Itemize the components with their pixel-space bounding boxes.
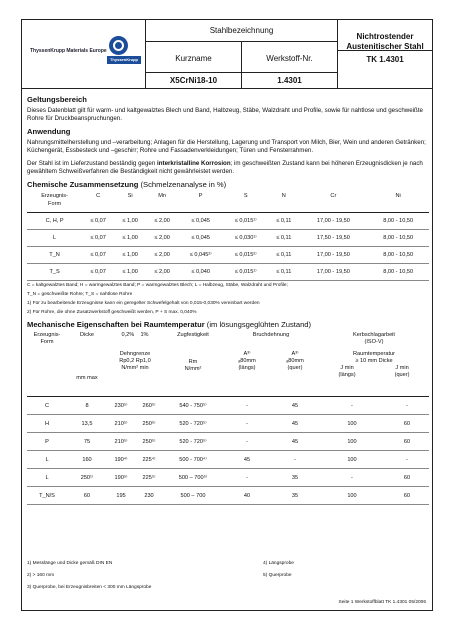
- chem-cell: ≤ 0,045²⁾: [178, 247, 223, 264]
- chem-header-cell: Mn: [146, 192, 178, 213]
- chem-table: [27, 192, 429, 281]
- mech-cell: 40: [223, 487, 271, 505]
- mech-cell: 210⁵⁾: [107, 415, 135, 433]
- anwendung-text2-bold: interkristalline Korrosion: [157, 160, 231, 167]
- mech-title: [27, 321, 429, 329]
- chem-cell: ≤ 0,11: [268, 247, 299, 264]
- mech-cell: 60: [385, 469, 429, 487]
- chem-cell: 8,00 - 10,50: [367, 264, 429, 281]
- type-cell: [338, 20, 432, 88]
- chem-cell: 17,00 - 19,50: [299, 247, 367, 264]
- chem-cell: ≤ 0,11: [268, 264, 299, 281]
- chem-header-cell: Si: [114, 192, 146, 213]
- chem-cell: 17,00 - 19,50: [299, 213, 367, 230]
- chem-header-cell: Erzeugnis- Form: [27, 192, 82, 213]
- chem-cell: 17,00 - 19,50: [299, 264, 367, 281]
- mech-cell: 190⁴⁾: [107, 451, 135, 469]
- mech-cell: C: [27, 397, 67, 415]
- mech-cell: 500 – 700: [163, 487, 223, 505]
- mech-h-bruch-text: Bruchdehnung: [252, 332, 290, 338]
- kurzname-value: X5CrNi18-10: [146, 72, 241, 85]
- chem-cell: L: [27, 230, 82, 247]
- note-1: 1) Messlänge und Dicke gemäß DIN EN: [27, 561, 113, 566]
- chem-header-cell: C: [82, 192, 114, 213]
- chem-cell: ≤ 0,11: [268, 213, 299, 230]
- chem-cell: ≤ 0,07: [82, 247, 114, 264]
- kurzname-label: Kurzname: [175, 54, 212, 63]
- mech-cell: 230: [135, 487, 163, 505]
- mech-cell: 225⁵⁾: [135, 469, 163, 487]
- mech-cell: -: [319, 397, 385, 415]
- mech-h-mm: mm max: [76, 375, 98, 381]
- header: [22, 20, 432, 89]
- mech-row: [27, 469, 429, 487]
- chem-cell: 8,00 - 10,50: [367, 213, 429, 230]
- chem-title-text: Chemische Zusammensetzung: [27, 180, 139, 189]
- mech-h-dicke-text: Dicke: [80, 332, 94, 338]
- chem-cell: 8,00 - 10,50: [367, 230, 429, 247]
- content: [27, 96, 429, 505]
- mech-cell: T_N/S: [27, 487, 67, 505]
- notes-col2: [263, 558, 294, 582]
- chem-cell: T_S: [27, 264, 82, 281]
- mech-row: [27, 451, 429, 469]
- mech-h-80: ₐ80mm (längs): [238, 358, 256, 371]
- mech-cell: H: [27, 415, 67, 433]
- mech-title-text: Mechanische Eigenschaften bei Raumtemperatur: [27, 320, 205, 329]
- mech-h-rp: Rp0,2 Rp1,0: [119, 358, 151, 364]
- chem-cell: ≤ 0,07: [82, 230, 114, 247]
- mech-h-dehngrenze: Dehngrenze: [119, 351, 151, 357]
- mech-cell: 520 - 720⁵⁾: [163, 433, 223, 451]
- mech-h-zug-text: Zugfestigkeit: [177, 332, 209, 338]
- logo-brand: ThyssenKrupp: [107, 56, 141, 64]
- mech-cell: 45: [223, 451, 271, 469]
- mech-h-bruch: [223, 332, 319, 397]
- mech-cell: -: [385, 397, 429, 415]
- notes-col1: [27, 558, 151, 594]
- logo-icon: [109, 36, 128, 55]
- mech-h-dicke: [67, 332, 107, 397]
- chem-cell: ≤ 0,11: [268, 230, 299, 247]
- anwendung-text2-post: ; im geschweißten Zustand kann bei höheren Erzeugnisdicken je nach gewähltem Schweißverfahren die Beständigkeit nicht gewährleistet werden.: [27, 160, 423, 175]
- mech-cell: 45: [271, 433, 319, 451]
- chem-cell: ≤ 1,00: [114, 213, 146, 230]
- chem-foot1: C = kaltgewalztes Band; H = warmgewalztes Band; P = warmgewalztes Blech; L = Halbzeug, Stäbe, Walzdraht und Profile;: [27, 283, 288, 288]
- chem-cell: ≤ 0,030¹⁾: [223, 230, 268, 247]
- mech-cell: 45: [271, 415, 319, 433]
- geltung-title: Geltungsbereich: [27, 95, 87, 104]
- chem-header-cell: S: [223, 192, 268, 213]
- mech-h-a3: A³⁾: [243, 351, 251, 357]
- anwendung-title: Anwendung: [27, 127, 71, 136]
- chem-foot2: T_N = geschweißte Rohre; T_S = nahtlose Rohre: [27, 292, 133, 297]
- anwendung-text2-pre: Der Stahl ist im Lieferzustand beständig gegen: [27, 160, 158, 167]
- mech-cell: 195: [107, 487, 135, 505]
- chem-cell: ≤ 0,040: [178, 264, 223, 281]
- type-label: Nichtrostender Austenitischer Stahl: [346, 32, 424, 51]
- mech-subtitle: (im lösungsgeglühten Zustand): [206, 320, 312, 329]
- mech-cell: 60: [385, 433, 429, 451]
- mech-cell: -: [223, 397, 271, 415]
- mech-h-form: Erzeugnis- Form: [27, 332, 67, 397]
- chem-row: [27, 264, 429, 281]
- logo-company: ThyssenKrupp Materials Europe: [30, 48, 107, 54]
- mech-cell: -: [223, 469, 271, 487]
- note-2: 2) > 160 mm: [27, 573, 55, 578]
- chem-cell: ≤ 1,00: [114, 247, 146, 264]
- mech-h-quer: ₐ80mm (quer): [286, 358, 304, 371]
- mech-cell: 250⁵⁾: [135, 415, 163, 433]
- mech-row: [27, 415, 429, 433]
- chem-foot4: 2) Für Rohre, die ohne Zusatzwerkstoff geschweißt werden, P + S max. 0,040%: [27, 310, 197, 315]
- chem-cell: ≤ 2,00: [146, 230, 178, 247]
- chem-cell: ≤ 1,00: [114, 264, 146, 281]
- werkstoff-cell: [242, 42, 338, 88]
- chem-cell: ≤ 1,00: [114, 230, 146, 247]
- mech-h-raum: Raumtemperatur ≥ 10 mm Dicke: [353, 351, 395, 364]
- mech-h-kerb-text: Kerbschlagarbeit (ISO-V): [353, 332, 395, 345]
- stahlbezeichnung-label: Stahlbezeichnung: [146, 20, 338, 42]
- chem-cell: ≤ 0,045: [178, 230, 223, 247]
- mech-cell: 35: [271, 469, 319, 487]
- chem-cell: ≤ 2,00: [146, 247, 178, 264]
- chem-title: [27, 181, 429, 189]
- mech-row: [27, 433, 429, 451]
- chem-cell: ≤ 0,015¹⁾: [223, 213, 268, 230]
- mech-cell: 8: [67, 397, 107, 415]
- chem-row: [27, 247, 429, 264]
- tk-value: TK 1.4301: [338, 50, 432, 64]
- werkstoff-label: Werkstoff-Nr.: [266, 54, 313, 63]
- chem-cell: ≤ 2,00: [146, 264, 178, 281]
- mech-cell: 100: [319, 415, 385, 433]
- note-3: 3) Querprobe, bei Erzeugnisbreiten < 300 mm Längsprobe: [27, 585, 152, 590]
- mech-cell: -: [223, 433, 271, 451]
- mech-h-rm: Rm: [188, 359, 198, 365]
- mech-cell: L: [27, 469, 67, 487]
- chem-cell: ≤ 0,015²⁾: [223, 247, 268, 264]
- mech-cell: 250¹⁾: [67, 469, 107, 487]
- mech-table: [27, 332, 429, 505]
- mech-cell: 260⁵⁾: [135, 397, 163, 415]
- mech-cell: -: [385, 451, 429, 469]
- chem-header-cell: N: [268, 192, 299, 213]
- mech-cell: 35: [271, 487, 319, 505]
- mech-cell: P: [27, 433, 67, 451]
- chem-row: [27, 230, 429, 247]
- chem-header-cell: Cr: [299, 192, 367, 213]
- mech-h-kerb: [319, 332, 429, 397]
- werkstoff-value: 1.4301: [242, 72, 337, 85]
- mech-cell: 60: [385, 415, 429, 433]
- mech-cell: 250⁵⁾: [135, 433, 163, 451]
- note-4: 4) Längsprobe: [263, 561, 294, 566]
- logo-cell: [22, 20, 146, 88]
- mech-cell: 225⁴⁾: [135, 451, 163, 469]
- mech-h-zug: [163, 332, 223, 397]
- chem-cell: ≤ 2,00: [146, 213, 178, 230]
- mech-cell: -: [319, 469, 385, 487]
- chem-cell: ≤ 0,045: [178, 213, 223, 230]
- chem-cell: 8,00 - 10,50: [367, 247, 429, 264]
- mech-cell: 500 - 700⁴⁾: [163, 451, 223, 469]
- mech-cell: -: [223, 415, 271, 433]
- page-footer: Seite 1 Werkstoffblatt TK 1.4301 05/2006: [338, 600, 426, 605]
- mech-cell: 540 - 750⁵⁾: [163, 397, 223, 415]
- mech-h-1: 1%: [140, 332, 149, 338]
- mech-row: [27, 487, 429, 505]
- mech-cell: 520 - 720⁵⁾: [163, 415, 223, 433]
- mech-h-nmm2: N/mm²: [184, 366, 202, 372]
- mech-cell: 190⁵⁾: [107, 469, 135, 487]
- mech-cell: 45: [271, 397, 319, 415]
- chem-foot3: 1) Für zu bearbeitende Erzeugnisse kann ein geregelter Schwefelgehalt von 0,015-0,030% vereinbart werden: [27, 301, 260, 306]
- anwendung-text1: Nahrungsmittelherstellung und –verarbeitung; Anlagen für die Herstellung, Lagerung und Transport von Milch, Bier, Wein und anderen Getränken; Küchengerät, Essbesteck und –geschirr; Rohre und Fassadenverkleidungen; Türen und Fensterrahmen.: [27, 139, 426, 154]
- chem-cell: 17,50 - 19,50: [299, 230, 367, 247]
- mech-cell: 60: [385, 487, 429, 505]
- chem-cell: T_N: [27, 247, 82, 264]
- mech-cell: 100: [319, 433, 385, 451]
- chem-cell: ≤ 0,015¹⁾: [223, 264, 268, 281]
- mech-cell: 13,5: [67, 415, 107, 433]
- chem-subtitle: (Schmelzenanalyse in %): [140, 180, 227, 189]
- mech-cell: -: [271, 451, 319, 469]
- chem-footnotes: [27, 281, 429, 317]
- mech-cell: 60: [67, 487, 107, 505]
- mech-cell: 500 – 700⁵⁾: [163, 469, 223, 487]
- mech-row: [27, 397, 429, 415]
- mech-h-jq: J min (quer): [394, 365, 410, 378]
- mech-cell: 210⁵⁾: [107, 433, 135, 451]
- chem-header-cell: Ni: [367, 192, 429, 213]
- anwendung-text2: [27, 160, 429, 176]
- chem-cell: ≤ 0,07: [82, 213, 114, 230]
- mech-cell: L: [27, 451, 67, 469]
- kurzname-cell: [146, 42, 242, 88]
- mech-h-jl: J min (längs): [338, 365, 356, 378]
- mech-h-02: 0,2%: [121, 332, 135, 338]
- chem-row: [27, 213, 429, 230]
- mech-h-nmm: N/mm² min: [121, 365, 149, 371]
- chem-cell: C, H, P: [27, 213, 82, 230]
- mech-h-dehn: [107, 332, 163, 397]
- note-5: 5) Querprobe: [263, 573, 292, 578]
- mech-cell: 100: [319, 487, 385, 505]
- mech-cell: 160: [67, 451, 107, 469]
- mech-cell: 100: [319, 451, 385, 469]
- mech-cell: 230⁵⁾: [107, 397, 135, 415]
- geltung-text: Dieses Datenblatt gilt für warm- und kaltgewalztes Blech und Band, Halbzeug, Stäbe, Walzdraht und Profile, sowie für nahtlose und geschweißte Rohre für Druckbeanspruchungen.: [27, 107, 423, 122]
- datasheet-page: [21, 19, 433, 611]
- chem-cell: ≤ 0,07: [82, 264, 114, 281]
- chem-header-cell: P: [178, 192, 223, 213]
- mech-h-a3b: A³⁾: [291, 351, 299, 357]
- mech-cell: 75: [67, 433, 107, 451]
